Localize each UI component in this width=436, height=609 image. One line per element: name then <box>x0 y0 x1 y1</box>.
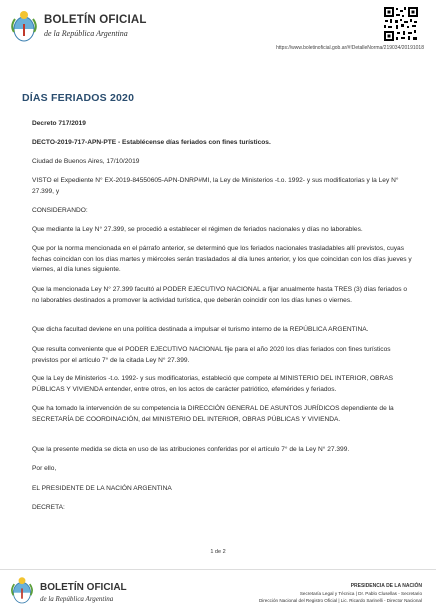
paragraph-8: Que la presente medida se dicta en uso de las atribuciones conferidas por el artículo 7° de la Ley N° 27.399. <box>32 446 350 453</box>
brand-subtitle: de la República Argentina <box>44 29 128 38</box>
brand-title: BOLETÍN OFICIAL <box>44 14 147 26</box>
qr-code-icon[interactable] <box>383 6 419 42</box>
decreta-heading: DECRETA: <box>32 504 65 511</box>
paragraph-2: Que por la norma mencionada en el párrafo anterior, se determinó que los feriados nacionales trasladables allí previstos, cuyas fechas coincidan con los días martes y miércoles serán trasladados al día lunes anterior, y los que coincidan con los días jueves y viernes, al día lunes siguiente. <box>32 245 412 273</box>
footer-secretaria: Secretaría Legal y Técnica | Dr. Pablo Clusellas - Secretario <box>299 591 422 596</box>
por-ello: Por ello, <box>32 465 57 472</box>
presidente-line: EL PRESIDENTE DE LA NACIÓN ARGENTINA <box>32 485 172 492</box>
paragraph-1: Que mediante la Ley N° 27.399, se procedió a establecer el régimen de feriados nacionales y días no laborables. <box>32 226 363 233</box>
document-url[interactable]: https://www.boletinoficial.gob.ar/#!DetalleNorma/219034/20191018 <box>276 45 424 51</box>
paragraph-6: Que la Ley de Ministerios -t.o. 1992- y sus modificatorias, estableció que compete al MINISTERIO DEL INTERIOR, OBRAS PÚBLICAS Y VIVIENDA entender, entre otros, en los actos de carácter patriótico, efemérides y feriados. <box>32 375 394 393</box>
considerando-heading: CONSIDERANDO: <box>32 207 88 214</box>
page-header <box>0 0 436 60</box>
footer-direccion: Dirección Nacional del Registro Oficial | Lic. Ricardo Sarinelli - Director Nacional <box>258 598 422 603</box>
place-date: Ciudad de Buenos Aires, 17/10/2019 <box>32 158 140 165</box>
page-number: 1 de 2 <box>210 549 226 555</box>
paragraph-7: Que ha tomado la intervención de su competencia la DIRECCIÓN GENERAL DE ASUNTOS JURÍDICOS dependiente de la SECRETARÍA DE COORDINACIÓN, del MINISTERIO DEL INTERIOR, OBRAS PÚBLICAS Y VIVIENDA. <box>32 405 394 423</box>
footer-brand-title: BOLETÍN OFICIAL <box>40 582 127 593</box>
argentina-coat-of-arms-icon <box>10 10 38 44</box>
footer-brand-subtitle: de la República Argentina <box>40 595 114 603</box>
paragraph-3: Que la mencionada Ley N° 27.399 facultó al PODER EJECUTIVO NACIONAL a fijar anualmente hasta TRES (3) días feriados o no laborables destinados a promover la actividad turística, que deberán coincidir con los días lunes o viernes. <box>32 286 407 304</box>
paragraph-4: Que dicha facultad deviene en una política destinada a impulsar el turismo interno de la REPÚBLICA ARGENTINA. <box>32 326 369 333</box>
page-title: DÍAS FERIADOS 2020 <box>22 92 135 104</box>
footer-divider <box>0 569 436 570</box>
paragraph-5: Que resulta conveniente que el PODER EJECUTIVO NACIONAL fije para el año 2020 los días feriados con fines turísticos previstos por el artículo 7° de la citada Ley N° 27.399. <box>32 346 391 364</box>
visto-paragraph: VISTO el Expediente N° EX-2019-84550605-APN-DNRP#MI, la Ley de Ministerios -t.o. 1992- y sus modificatorias y la Ley N° 27.399, y <box>32 177 399 195</box>
argentina-coat-of-arms-icon <box>10 576 34 606</box>
decree-reference: DECTO-2019-717-APN-PTE - Establécense días feriados con fines turísticos. <box>32 139 271 146</box>
footer-presidencia: PRESIDENCIA DE LA NACIÓN <box>350 583 422 589</box>
decree-number: Decreto 717/2019 <box>32 120 86 127</box>
